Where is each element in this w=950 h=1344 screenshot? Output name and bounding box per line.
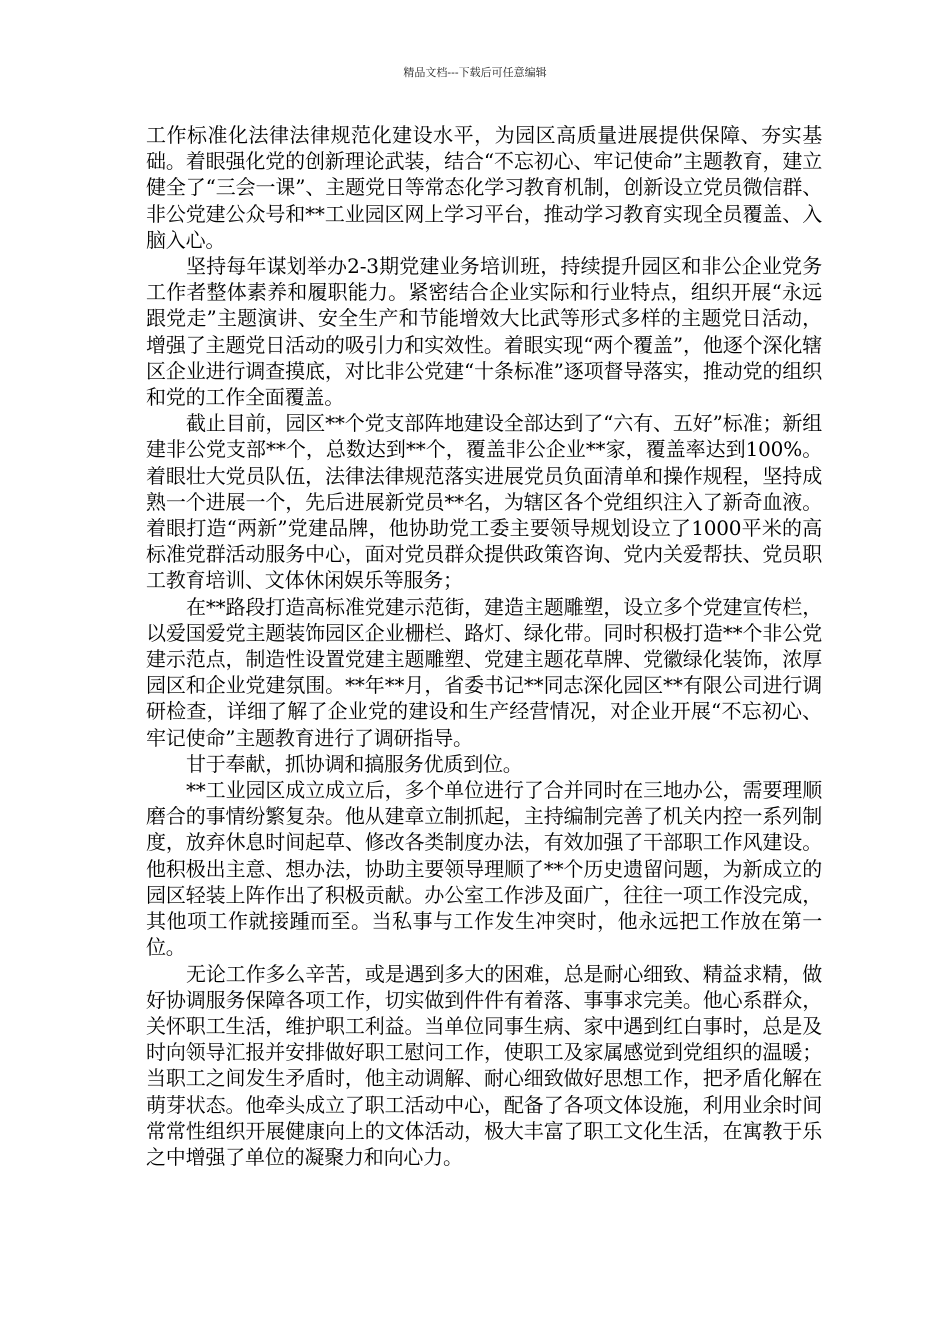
paragraph-1: 工作标准化法律法律规范化建设水平，为园区高质量进展提供保障、夯实基础。着眼强化党的创新理论武装，结合“不忘初心、牢记使命”主题教育，建立健全了“三会一课”、主题党日等常态化学习教育机制，创新设立党员微信群、非公党建公众号和**工业园区网上学习平台，推动学习教育实现全员覆盖、入脑入心。 xyxy=(146,123,822,252)
paragraph-7: 无论工作多么辛苦，或是遇到多大的困难，总是耐心细致、精益求精，做好协调服务保障各项工作，切实做到件件有着落、事事求完美。他心系群众，关怀职工生活，维护职工利益。当单位同事生病、家中遇到红白事时，总是及时向领导汇报并安排做好职工慰问工作，使职工及家属感觉到党组织的温暖；当职工之间发生矛盾时，他主动调解、耐心细致做好思想工作，把矛盾化解在萌芽状态。他牵头成立了职工活动中心，配备了各项文体设施，利用业余时间常常性组织开展健康向上的文体活动，极大丰富了职工文化生活，在寓教于乐之中增强了单位的凝聚力和向心力。 xyxy=(146,961,822,1169)
paragraph-2: 坚持每年谋划举办2-3期党建业务培训班，持续提升园区和非公企业党务工作者整体素养和履职能力。紧密结合企业实际和行业特点，组织开展“永远跟党走”主题演讲、安全生产和节能增效大比武等形式多样的主题党日活动，增强了主题党日活动的吸引力和实效性。着眼实现“两个覆盖”，他逐个深化辖区企业进行调查摸底，对比非公党建“十条标准”逐项督导落实，推动党的组织和党的工作全面覆盖。 xyxy=(146,254,822,410)
document-body xyxy=(146,122,822,1170)
page-header: 精品文档---下载后可任意编辑 xyxy=(403,66,547,79)
paragraph-4: 在**路段打造高标准党建示范街，建造主题雕塑，设立多个党建宣传栏，以爱国爱党主题装饰园区企业栅栏、路灯、绿化带。同时积极打造**个非公党建示范点，制造性设置党建主题雕塑、党建主题花草牌、党徽绿化装饰，浓厚园区和企业党建氛围。**年**月，省委书记**同志深化园区**有限公司进行调研检查，详细了解了企业党的建设和生产经营情况，对企业开展“不忘初心、牢记使命”主题教育进行了调研指导。 xyxy=(146,594,822,750)
paragraph-5-heading: 甘于奉献，抓协调和搞服务优质到位。 xyxy=(186,751,523,776)
paragraph-3: 截止目前，园区**个党支部阵地建设全部达到了“六有、五好”标准；新组建非公党支部**个，总数达到**个，覆盖非公企业**家，覆盖率达到100%。着眼壮大党员队伍，法律法律规范落实进展党员负面清单和操作规程，坚持成熟一个进展一个，先后进展新党员**名，为辖区各个党组织注入了新奇血液。着眼打造“两新”党建品牌，他协助党工委主要领导规划设立了1000平米的高标准党群活动服务中心，面对党员群众提供政策咨询、党内关爱帮扶、党员职工教育培训、文体休闲娱乐等服务； xyxy=(146,411,822,593)
paragraph-6: **工业园区成立成立后，多个单位进行了合并同时在三地办公，需要理顺磨合的事情纷繁复杂。他从建章立制抓起，主持编制完善了机关内控一系列制度，放弃休息时间起草、修改各类制度办法，有效加强了干部职工作风建设。他积极出主意、想办法，协助主要领导理顺了**个历史遗留问题，为新成立的园区轻装上阵作出了积极贡献。办公室工作涉及面广，往往一项工作没完成，其他项工作就接踵而至。当私事与工作发生冲突时，他永远把工作放在第一位。 xyxy=(146,778,822,960)
